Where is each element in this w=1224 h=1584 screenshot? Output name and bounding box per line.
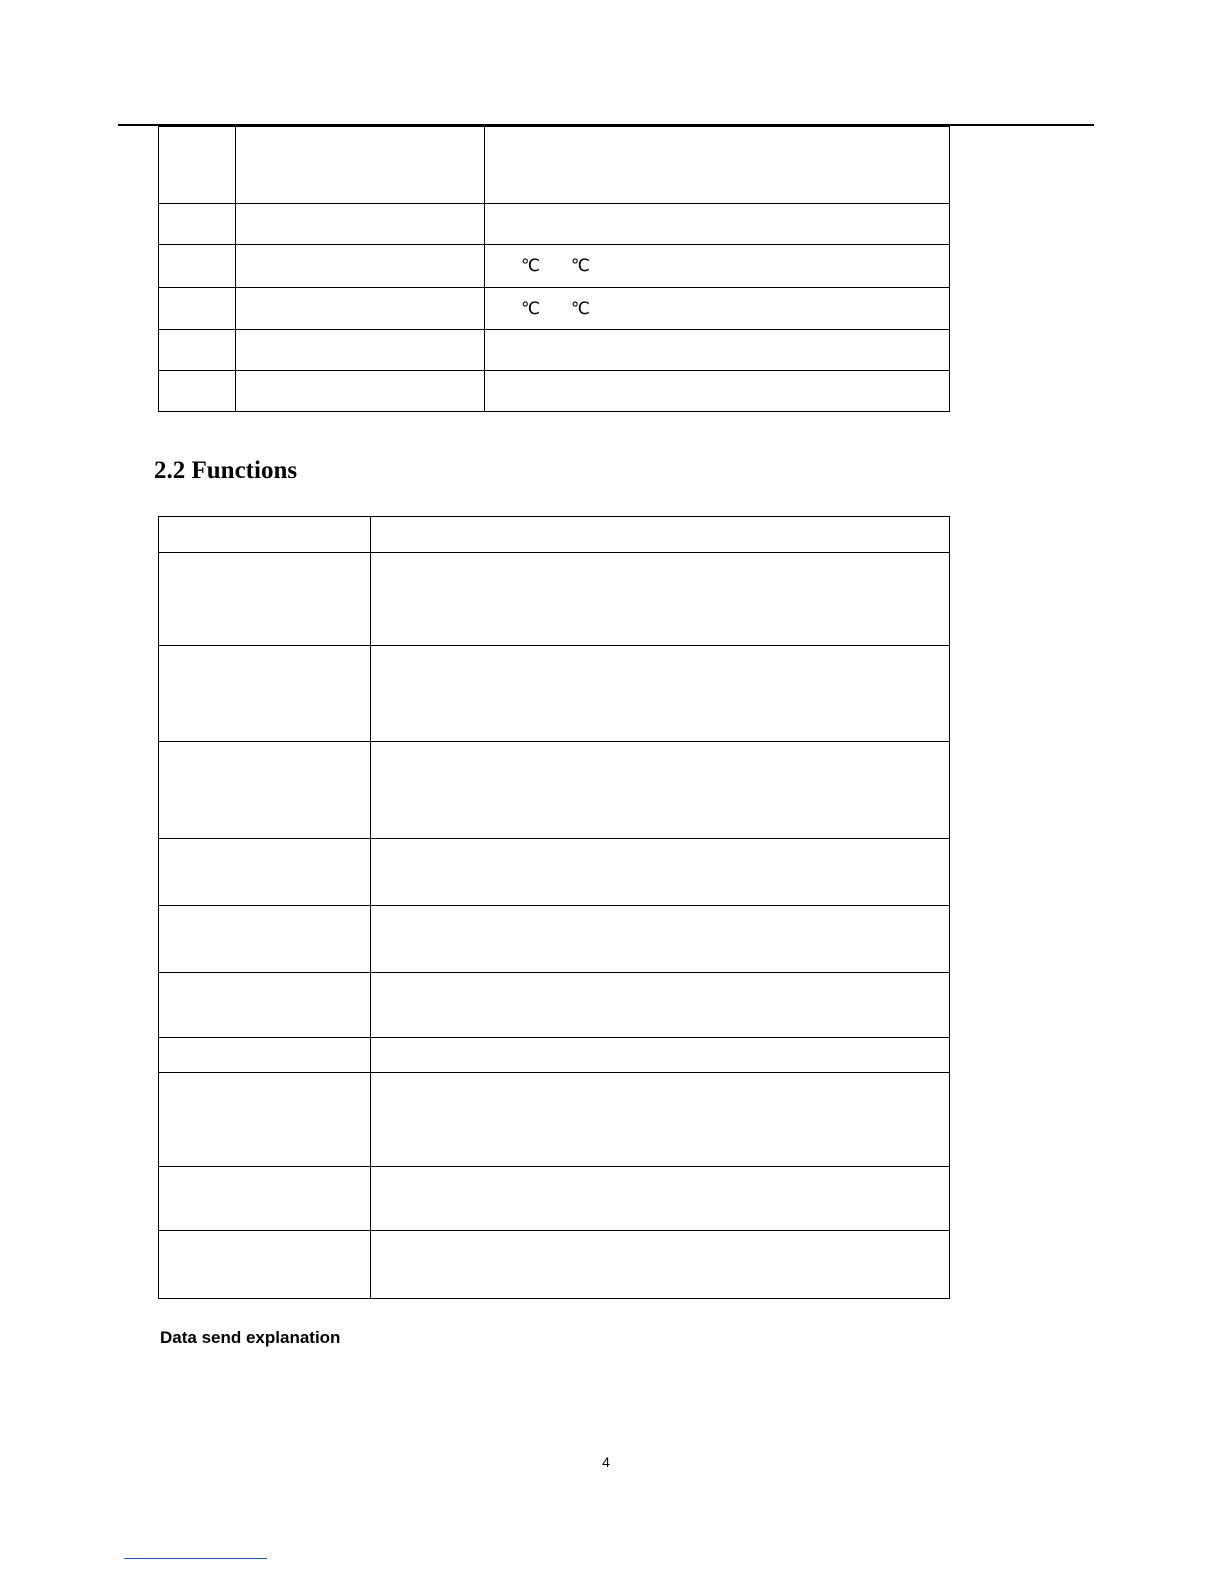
footnote-separator — [124, 1558, 267, 1559]
table-cell — [371, 839, 950, 906]
temperature-range-cell: ℃ ℃ — [485, 245, 950, 288]
table-row — [159, 553, 950, 646]
table-cell — [371, 1167, 950, 1231]
table-row — [159, 1231, 950, 1299]
table-row — [159, 517, 950, 553]
table-cell — [159, 973, 371, 1038]
table-row — [159, 204, 950, 245]
table-cell — [236, 127, 485, 204]
table-cell — [159, 1038, 371, 1073]
data-send-explanation-label: Data send explanation — [160, 1328, 341, 1347]
table-row — [159, 1073, 950, 1167]
table-cell — [159, 906, 371, 973]
functions-table — [158, 516, 950, 1299]
table-row — [159, 742, 950, 839]
table-row — [159, 245, 950, 288]
table-cell — [236, 371, 485, 412]
table-cell — [159, 646, 371, 742]
table-row — [159, 127, 950, 204]
table-cell — [159, 517, 371, 553]
table-row — [159, 839, 950, 906]
table-cell — [236, 288, 485, 330]
temperature-range-cell: ℃ ℃ — [485, 288, 950, 330]
table-row — [159, 1038, 950, 1073]
table-cell — [159, 245, 236, 288]
table-row — [159, 371, 950, 412]
table-row — [159, 973, 950, 1038]
table-row — [159, 1167, 950, 1231]
table-cell — [371, 1038, 950, 1073]
specifications-table — [158, 126, 950, 412]
table-cell — [371, 973, 950, 1038]
table-row — [159, 906, 950, 973]
table-cell — [159, 1073, 371, 1167]
table-cell — [485, 330, 950, 371]
section-heading: 2.2 Functions — [154, 457, 298, 484]
table-cell — [236, 245, 485, 288]
table-row — [159, 646, 950, 742]
table-cell — [159, 371, 236, 412]
table-cell — [159, 1231, 371, 1299]
table-cell — [485, 127, 950, 204]
table-cell — [159, 839, 371, 906]
table-cell — [371, 1073, 950, 1167]
table-cell — [371, 646, 950, 742]
table-cell — [159, 553, 371, 646]
table-cell — [159, 742, 371, 839]
table-cell — [371, 906, 950, 973]
table-row — [159, 288, 950, 330]
table-row — [159, 330, 950, 371]
table-cell — [485, 371, 950, 412]
table-cell — [371, 517, 950, 553]
table-cell — [371, 553, 950, 646]
table-cell — [371, 742, 950, 839]
table-cell — [159, 127, 236, 204]
table-cell — [371, 1231, 950, 1299]
table-cell — [159, 288, 236, 330]
table-cell — [236, 204, 485, 245]
page-number: 4 — [602, 1454, 610, 1470]
table-cell — [236, 330, 485, 371]
table-cell — [159, 204, 236, 245]
table-cell — [485, 204, 950, 245]
table-cell — [159, 1167, 371, 1231]
table-cell — [159, 330, 236, 371]
